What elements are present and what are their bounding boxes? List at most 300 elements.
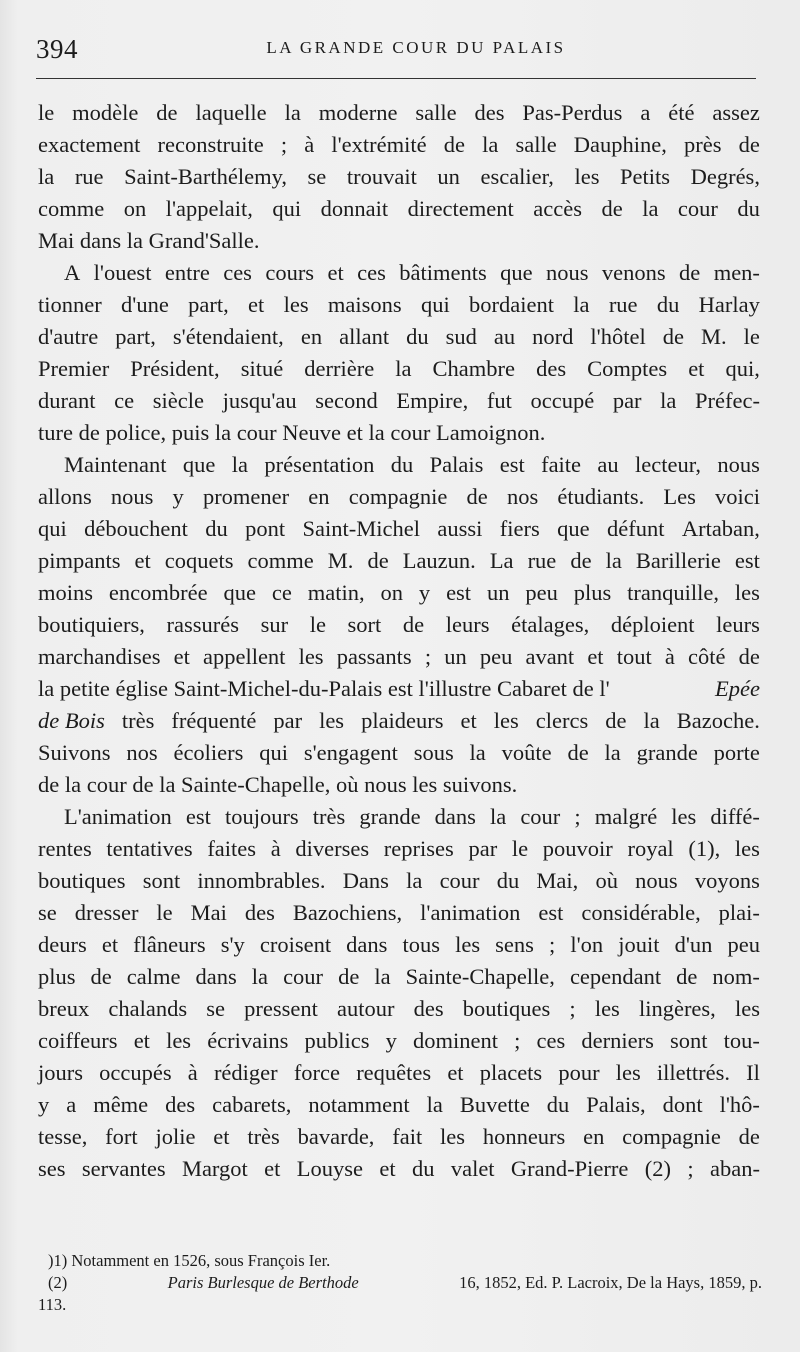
word: Chambre xyxy=(432,356,516,381)
word: ; xyxy=(687,1156,694,1181)
word: innombrables. xyxy=(197,868,326,893)
page-number: 394 xyxy=(36,34,78,64)
word: la xyxy=(374,964,391,989)
word: de xyxy=(466,484,488,509)
word: à xyxy=(304,132,315,157)
word: assez xyxy=(712,100,760,125)
word: étudiants. xyxy=(557,484,645,509)
word: fiers xyxy=(499,516,540,541)
word: par xyxy=(273,708,303,733)
word: se xyxy=(307,164,327,189)
word: occupés xyxy=(99,1060,172,1085)
word: dans xyxy=(434,804,476,829)
word: nous xyxy=(717,452,760,477)
word: la xyxy=(660,388,677,413)
word: force xyxy=(293,1060,341,1085)
word: et xyxy=(264,1156,281,1181)
word: des xyxy=(165,1092,196,1117)
word: et xyxy=(101,932,119,957)
word: au xyxy=(493,324,516,349)
word: promener xyxy=(202,484,290,509)
word: les xyxy=(671,804,697,829)
word: Barillerie xyxy=(635,548,721,573)
word: maisons xyxy=(327,292,402,317)
word: tou- xyxy=(723,1028,760,1053)
text-line xyxy=(38,417,760,449)
word: Préfec- xyxy=(695,388,760,413)
word: les xyxy=(298,644,324,669)
word: l'appelait, xyxy=(165,196,253,221)
text-line xyxy=(38,993,760,1025)
word: dans xyxy=(346,932,388,957)
word: les xyxy=(493,708,519,733)
word: à xyxy=(664,644,675,669)
word: des xyxy=(474,100,505,125)
word: peu xyxy=(727,932,760,957)
word: très xyxy=(121,708,155,733)
word: les xyxy=(283,292,309,317)
word: de xyxy=(738,644,760,669)
word: flâneurs xyxy=(133,932,206,957)
word: le xyxy=(511,836,529,861)
footnote-text: 113. xyxy=(38,1295,67,1314)
text-line xyxy=(38,129,760,161)
word: les xyxy=(574,164,600,189)
word: trouvait xyxy=(346,164,417,189)
word: honneurs xyxy=(482,1124,566,1149)
word: allant xyxy=(339,324,390,349)
word: escalier, xyxy=(480,164,554,189)
word: tentatives xyxy=(106,836,193,861)
word: du xyxy=(406,324,429,349)
word: la xyxy=(642,196,659,221)
word: la xyxy=(605,548,622,573)
word: Il xyxy=(746,1060,760,1085)
word: Comptes xyxy=(587,356,668,381)
word: derniers xyxy=(581,1028,654,1053)
word: diverses xyxy=(295,836,370,861)
word: dans xyxy=(195,964,237,989)
word: nos xyxy=(506,484,539,509)
word: bordaient xyxy=(469,292,554,317)
word: clercs xyxy=(535,708,589,733)
word: la xyxy=(231,452,248,477)
word: où xyxy=(595,868,618,893)
word: y xyxy=(38,1092,50,1117)
word: aussi xyxy=(437,516,483,541)
word: nous xyxy=(635,868,678,893)
word: la xyxy=(469,740,486,765)
word: l'hôtel xyxy=(590,324,646,349)
word: nos xyxy=(126,740,158,765)
word: Degrés, xyxy=(690,164,760,189)
word: notamment xyxy=(308,1092,410,1117)
word: de xyxy=(90,964,112,989)
word: côté xyxy=(687,644,726,669)
word: pouvoir xyxy=(542,836,613,861)
text-line xyxy=(38,737,760,769)
word: tout xyxy=(616,644,652,669)
word: faites xyxy=(207,836,257,861)
word: qui xyxy=(38,516,67,541)
word: se xyxy=(206,996,225,1021)
word: exactement xyxy=(38,132,141,157)
word: matin, xyxy=(307,580,365,605)
word: du xyxy=(411,1156,435,1181)
word: deurs xyxy=(38,932,87,957)
word: écoliers xyxy=(173,740,244,765)
word: et xyxy=(688,356,705,381)
word: cependant xyxy=(569,964,662,989)
word: Lauzun. xyxy=(402,548,476,573)
word: la xyxy=(284,100,301,125)
word: est xyxy=(499,452,525,477)
word: (1), xyxy=(688,836,721,861)
word: Premier xyxy=(38,356,110,381)
word: moins xyxy=(38,580,94,605)
text-line xyxy=(38,257,760,289)
word: second xyxy=(315,388,378,413)
word: fut xyxy=(486,388,512,413)
text-line xyxy=(38,865,760,897)
word: la xyxy=(38,164,55,189)
word: d'une xyxy=(121,292,169,317)
word: ; xyxy=(424,644,432,669)
word: Bazochiens, xyxy=(292,900,403,925)
header-rule xyxy=(36,78,756,79)
word: part, xyxy=(188,292,229,317)
word: en xyxy=(308,484,330,509)
word: Pas-Perdus xyxy=(522,100,623,125)
running-title: LA GRANDE COUR DU PALAIS xyxy=(266,38,566,57)
word: et xyxy=(460,708,477,733)
word: et xyxy=(379,1156,396,1181)
word: qui, xyxy=(725,356,760,381)
text-line xyxy=(38,897,760,929)
word: royal xyxy=(627,836,674,861)
word: sud xyxy=(445,324,477,349)
word: été xyxy=(668,100,695,125)
word: lingères, xyxy=(638,996,716,1021)
word: au xyxy=(597,452,619,477)
word: jouit xyxy=(618,932,660,957)
word: qui xyxy=(259,740,289,765)
word: de xyxy=(601,196,623,221)
text-line xyxy=(38,1121,760,1153)
word: y xyxy=(172,484,184,509)
word: placets xyxy=(479,1060,543,1085)
word: diffé- xyxy=(710,804,760,829)
word: jolie xyxy=(155,1124,196,1149)
text-line xyxy=(38,609,760,641)
text-line xyxy=(38,641,760,673)
word: (2) xyxy=(644,1156,671,1181)
word: de xyxy=(570,548,592,573)
word: aban- xyxy=(709,1156,760,1181)
word: boutiquiers, xyxy=(38,612,145,637)
word: rue xyxy=(527,548,557,573)
text-line-part: Mai dans la Grand'Salle. xyxy=(38,228,260,253)
word: bavarde, xyxy=(297,1124,375,1149)
word: Maintenant xyxy=(64,452,167,477)
text-line xyxy=(38,545,760,577)
word: la xyxy=(251,964,269,989)
word: durant xyxy=(38,388,96,413)
italic-epee: Epée xyxy=(715,676,760,701)
word: Petits xyxy=(620,164,671,189)
word: grande xyxy=(359,804,421,829)
word: voûte xyxy=(501,740,552,765)
text-line-part: ture de police, puis la cour Neuve et la cour Lamoignon. xyxy=(38,420,546,445)
word: tionner xyxy=(38,292,102,317)
word: dont xyxy=(662,1092,703,1117)
word: d'autre xyxy=(38,324,99,349)
word: M. xyxy=(701,324,727,349)
word: moderne xyxy=(318,100,398,125)
word: reprises xyxy=(383,836,454,861)
word: donnait xyxy=(320,196,389,221)
page-header xyxy=(36,30,756,70)
word: très xyxy=(312,804,346,829)
text-line xyxy=(38,353,760,385)
word: salle xyxy=(415,100,457,125)
word: porte xyxy=(713,740,760,765)
word: dominent xyxy=(413,1028,499,1053)
word: ; xyxy=(574,804,581,829)
word: des xyxy=(536,356,567,381)
word: peu xyxy=(479,644,513,669)
word: bâtiments xyxy=(399,260,487,285)
text-line xyxy=(38,289,760,321)
word: sont xyxy=(670,1028,708,1053)
footnote-1 xyxy=(38,1250,762,1272)
word: déploient xyxy=(610,612,695,637)
word: les xyxy=(594,996,620,1021)
word: en xyxy=(300,324,323,349)
word: la xyxy=(573,292,590,317)
word: de xyxy=(738,132,760,157)
word: de xyxy=(338,964,360,989)
word: salle xyxy=(515,132,557,157)
word: étalages, xyxy=(511,612,590,637)
word: La xyxy=(489,548,514,573)
text-line xyxy=(38,705,760,737)
text-line xyxy=(38,801,760,833)
word: nom- xyxy=(712,964,760,989)
word: requêtes xyxy=(356,1060,432,1085)
word: Dauphine, xyxy=(573,132,667,157)
word: accès xyxy=(533,196,582,221)
word: calme xyxy=(126,964,181,989)
word: le xyxy=(156,900,173,925)
word: Buvette xyxy=(459,1092,530,1117)
word: autour xyxy=(337,996,395,1021)
word: fort xyxy=(105,1124,138,1149)
word: avant xyxy=(525,644,575,669)
word: la xyxy=(406,868,423,893)
word: rédiger xyxy=(213,1060,278,1085)
word: rue xyxy=(608,292,638,317)
word: plus xyxy=(38,964,76,989)
word: de xyxy=(367,548,389,573)
word: pour xyxy=(558,1060,600,1085)
word: la xyxy=(482,132,499,157)
word: marchandises xyxy=(38,644,161,669)
word: dresser xyxy=(74,900,139,925)
word: servantes xyxy=(81,1156,166,1181)
word: de xyxy=(605,708,627,733)
word: en xyxy=(583,1124,605,1149)
word: la xyxy=(426,1092,443,1117)
word: rue xyxy=(74,164,104,189)
word: défunt xyxy=(606,516,665,541)
word: fait xyxy=(392,1124,423,1149)
word: rassurés xyxy=(166,612,239,637)
word: de xyxy=(443,132,465,157)
word: voyons xyxy=(694,868,760,893)
footnotes xyxy=(38,1250,762,1316)
word: nous xyxy=(546,260,589,285)
word: sens xyxy=(495,932,534,957)
word: voici xyxy=(714,484,760,509)
word: coiffeurs xyxy=(38,1028,118,1053)
word: chalands xyxy=(108,996,188,1021)
word: reconstruite xyxy=(157,132,264,157)
word: les xyxy=(440,1124,466,1149)
word: grande xyxy=(636,740,698,765)
word: l'hô- xyxy=(719,1092,760,1117)
text-line xyxy=(38,1089,760,1121)
word: boutiques xyxy=(38,868,126,893)
word: compagnie xyxy=(622,1124,721,1149)
word: breux xyxy=(38,996,90,1021)
word: plaideurs xyxy=(361,708,444,733)
word: Mai xyxy=(190,900,227,925)
word: débouchent xyxy=(84,516,188,541)
word: part, xyxy=(115,324,156,349)
word: on xyxy=(123,196,147,221)
word: d'un xyxy=(674,932,713,957)
word: ces xyxy=(357,260,386,285)
word: la xyxy=(395,356,412,381)
word: M. xyxy=(327,548,354,573)
word: même xyxy=(93,1092,149,1117)
word: que xyxy=(223,580,256,605)
word: occupé xyxy=(530,388,595,413)
word: leurs xyxy=(445,612,490,637)
text-line xyxy=(38,225,760,257)
word: lecteur, xyxy=(635,452,701,477)
word: malgré xyxy=(594,804,658,829)
word: le xyxy=(743,324,760,349)
word: Les xyxy=(663,484,696,509)
word: les xyxy=(734,836,760,861)
word: siècle xyxy=(152,388,204,413)
word: boutiques xyxy=(462,996,551,1021)
word: laquelle xyxy=(195,100,267,125)
word: Bazoche. xyxy=(676,708,760,733)
word: que xyxy=(500,260,533,285)
word: nord xyxy=(532,324,574,349)
word: illettrés. xyxy=(656,1060,731,1085)
word: la xyxy=(643,708,660,733)
footnote-marker: (2) xyxy=(48,1273,68,1292)
word: du xyxy=(496,868,520,893)
word: publics xyxy=(304,1028,370,1053)
word: directement xyxy=(407,196,514,221)
word: et xyxy=(213,1124,230,1149)
word: allons xyxy=(38,484,92,509)
word: et xyxy=(133,1028,150,1053)
word: la xyxy=(604,740,621,765)
word: venons xyxy=(601,260,666,285)
word: qui xyxy=(420,292,450,317)
word: de xyxy=(567,740,589,765)
word: est xyxy=(538,900,564,925)
word: men- xyxy=(713,260,760,285)
word: Grand-Pierre xyxy=(510,1156,629,1181)
word: Empire, xyxy=(396,388,469,413)
text-line xyxy=(38,385,760,417)
text-line xyxy=(38,1025,760,1057)
word: sont xyxy=(142,868,181,893)
word: qui xyxy=(272,196,302,221)
word: et xyxy=(248,292,265,317)
word: de xyxy=(156,100,178,125)
text-line xyxy=(38,161,760,193)
word: que xyxy=(557,516,590,541)
word: l'on xyxy=(570,932,604,957)
word: pimpants xyxy=(38,548,121,573)
word: et xyxy=(173,644,190,669)
word: cour xyxy=(283,964,324,989)
word: et xyxy=(327,260,344,285)
word: nous xyxy=(110,484,154,509)
word: pont xyxy=(245,516,286,541)
word: est xyxy=(734,548,760,573)
word: Margot xyxy=(181,1156,248,1181)
word: Saint-Barthélemy, xyxy=(124,164,287,189)
word: situé xyxy=(240,356,284,381)
word: Palais xyxy=(429,452,484,477)
word: a xyxy=(640,100,651,125)
word: s'engagent xyxy=(303,740,398,765)
word: cour xyxy=(520,804,561,829)
text-line xyxy=(38,961,760,993)
word: le xyxy=(309,612,326,637)
word: cour xyxy=(439,868,480,893)
italic-word: de Bois xyxy=(38,708,105,733)
word: de xyxy=(402,612,425,637)
word: de xyxy=(738,1124,760,1149)
word: du xyxy=(737,196,760,221)
word: ces xyxy=(536,1028,566,1053)
word: comme xyxy=(247,548,314,573)
word: toujours xyxy=(224,804,299,829)
word: un xyxy=(486,580,510,605)
word: Artaban, xyxy=(681,516,760,541)
word: un xyxy=(444,644,467,669)
word: plus xyxy=(573,580,612,605)
word: rentes xyxy=(38,836,92,861)
word: compagnie xyxy=(348,484,448,509)
footnote-text: )1) Notamment en 1526, sous François Ier. xyxy=(48,1251,331,1270)
word: L'animation xyxy=(64,804,172,829)
word: les xyxy=(734,580,760,605)
word: valet xyxy=(450,1156,495,1181)
text-line-part: de la cour de la Sainte-Chapelle, où nous les suivons. xyxy=(38,772,518,797)
word: passants xyxy=(336,644,412,669)
